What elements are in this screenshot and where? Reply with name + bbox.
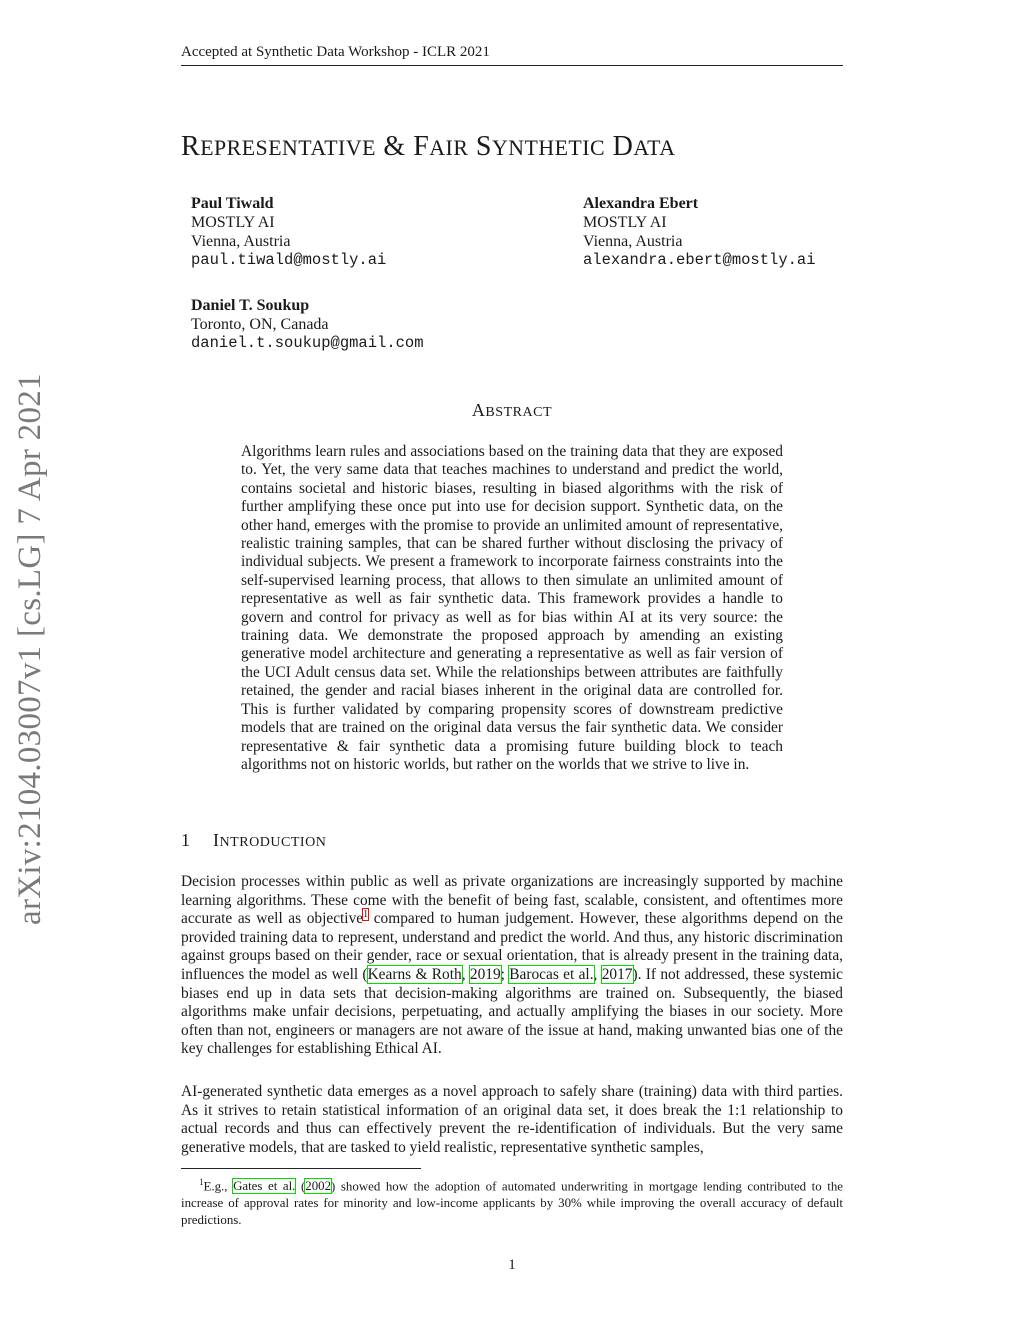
- author-name: Daniel T. Soukup: [191, 297, 310, 314]
- author-email[interactable]: daniel.t.soukup@gmail.com: [191, 334, 424, 352]
- author-block: [583, 194, 816, 270]
- title-word: REPRESENTATIVE: [181, 131, 376, 162]
- author-location: Vienna, Austria: [583, 233, 683, 250]
- footnote: $^1$E.g., Gates et al. (2002) showed how the adoption of automated underwriting in mortgage lending contributed to the increase of approval rates for minority and low-income applicants by 30% while improving the overall accuracy of default predictions.: [181, 1177, 844, 1228]
- author-affiliation: MOSTLY AI: [583, 214, 667, 231]
- page-number: 1: [508, 1257, 516, 1273]
- arxiv-identifier-stamp: arXiv:2104.03007v1 [cs.LG] 7 Apr 2021: [12, 373, 48, 925]
- intro-paragraph: Decision processes within public as well as private organizations are increasingly supported by machine learning algorithms. These come with the benefit of being fast, scalable, consistent, and oftentimes more accurate as well as objective$^1$ compared to human judgement. However, these algorithms depend on the provided training data to represent, understand and predict the world. And thus, any historic discrimination against groups based on their gender, race or sexual orientation, that is already present in the training data, influences the model as well (Kearns & Roth, 2019; Barocas et al., 2017). If not addressed, these systemic biases end up in data sets that decision-making algorithms are trained on. Subsequently, the biased algorithms make unfair decisions, perpetuating, and actually amplifying the biases in our society. More often than not, engineers or managers are not aware of the issue at hand, making unwanted bias one of the key challenges for establishing Ethical AI.: [181, 873, 844, 1058]
- title-word: &: [383, 131, 406, 162]
- author-name: Paul Tiwald: [191, 195, 274, 212]
- author-affiliation: MOSTLY AI: [191, 214, 275, 231]
- title-word: DATA: [612, 131, 676, 162]
- abstract-text: Algorithms learn rules and associations based on the training data that they are exposed to. Yet, the very same data that teaches machines to understand and predict the world, contains societal and historic biases, resulting in biased algorithms with the risk of further amplifying these once put into use for decision support. Synthetic data, on the other hand, emerges with the promise to provide an unlimited amount of representative, realistic training samples, that can be shared further without disclosing the privacy of individual subjects. We present a framework to incorporate fairness constraints into the self-supervised learning process, that allows to then simulate an unlimited amount of representative as well as fair synthetic data. This framework provides a handle to govern and control for privacy as well as for bias within AI at its very source: the training data. We demonstrate the proposed approach by amending an existing generative model architecture and generating a representative as well as fair version of the UCI Adult census data set. While the relationships between attributes are faithfully retained, the gender and racial biases inherent in the original data are controlled for. This is further validated by comparing propensity scores of downstream predictive models that are trained on the original data versus the fair synthetic data. We consider representative & fair synthetic data a promising future building block to teach algorithms not on historic worlds, but rather on the worlds that we strive to live in.: [241, 443, 783, 773]
- citation-link[interactable]: Barocas et al.: [509, 965, 594, 983]
- title-word: SYNTHETIC: [475, 131, 606, 162]
- author-name: Alexandra Ebert: [583, 195, 699, 212]
- header-divider: [181, 65, 843, 66]
- abstract-heading: ABSTRACT: [471, 400, 553, 420]
- section-number: 1: [181, 830, 191, 850]
- intro-paragraph: AI-generated synthetic data emerges as a novel approach to safely share (training) data with third parties. As it strives to retain statistical information of an original data set, it does break the 1:1 relationship to actual records and thus can effectively prevent the re-identification of individuals. But the very same generative models, that are tasked to yield realistic, representative synthetic samples,: [181, 1083, 843, 1156]
- author-block: [191, 194, 386, 270]
- citation-link[interactable]: 2002: [305, 1179, 332, 1194]
- citation-link[interactable]: Kearns & Roth: [367, 965, 462, 983]
- author-email[interactable]: paul.tiwald@mostly.ai: [191, 251, 387, 269]
- footnote-link[interactable]: 1: [363, 909, 369, 921]
- citation-link[interactable]: 2019: [469, 965, 501, 983]
- citation-link[interactable]: 2017: [601, 965, 633, 983]
- author-email[interactable]: alexandra.ebert@mostly.ai: [583, 251, 816, 269]
- paper-title: [181, 131, 676, 163]
- title-word: FAIR: [413, 131, 469, 162]
- footnote-divider: [181, 1168, 421, 1169]
- footnote-marker: 1: [199, 1177, 204, 1187]
- author-location: Vienna, Austria: [191, 233, 291, 250]
- citation-link[interactable]: Gates et al.: [233, 1179, 296, 1194]
- running-header: Accepted at Synthetic Data Workshop - ICLR 2021: [181, 44, 490, 60]
- section-heading-introduction: 1 INTRODUCTION: [181, 830, 327, 850]
- author-location: Toronto, ON, Canada: [191, 316, 329, 333]
- author-block: [191, 296, 424, 353]
